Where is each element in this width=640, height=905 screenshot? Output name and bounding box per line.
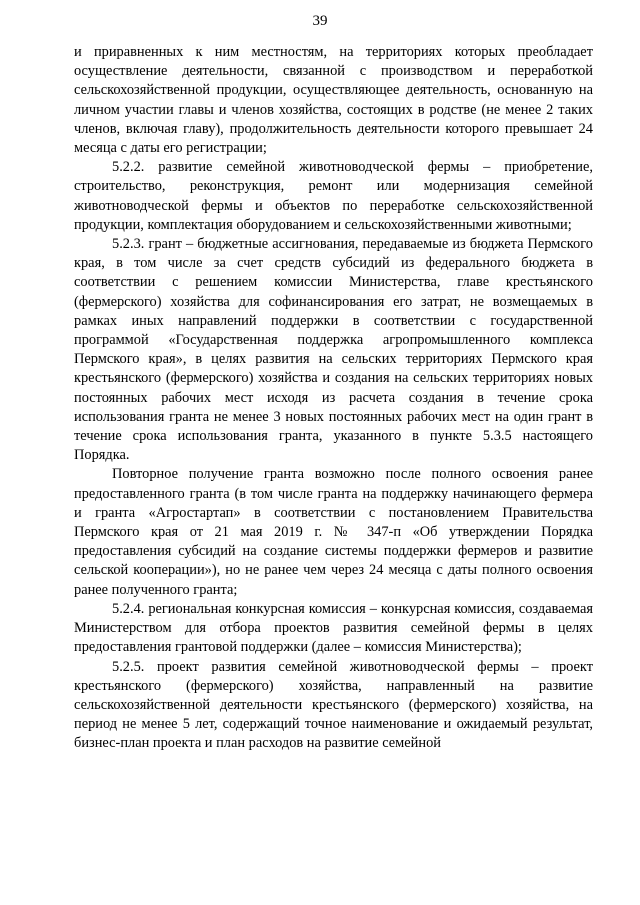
paragraph-5-2-5: 5.2.5. проект развития семейной животноводческой фермы – проект крестьянского (фермерского) хозяйства, направленный на развитие сельскохозяйственной деятельности крестьянского (фермерского) хозяйства, на период не менее 5 лет, содержащий точное наименование и ожидаемый результат, бизнес-план проекта и план расходов на развитие семейной bbox=[74, 658, 593, 752]
page-number: 39 bbox=[312, 13, 328, 29]
paragraph-5-2-2: 5.2.2. развитие семейной животноводческой фермы – приобретение, строительство, реконструкция, ремонт или модернизация семейной животноводческой фермы и объектов по переработке сельскохозяйственной продукции, комплектация оборудованием и сельскохозяйственными животными; bbox=[74, 159, 593, 233]
document-body bbox=[74, 43, 593, 754]
paragraph-continuation: и приравненных к ним местностям, на территориях которых преобладает осуществление деятельности, связанной с производством и переработкой сельскохозяйственной продукции, осуществляющее деятельность, основанную на личном участии главы и членов хозяйства, состоящих в родстве (не менее 2 таких членов, включая главу), продолжительность деятельности которого превышает 24 месяца с даты его регистрации; bbox=[74, 44, 593, 157]
paragraph-5-2-3: 5.2.3. грант – бюджетные ассигнования, передаваемые из бюджета Пермского края, в том числе за счет средств субсидий из федерального бюджета в соответствии с решением комиссии Министерства, главе крестьянского (фермерского) хозяйства для софинансирования его затрат, не возмещаемых в рамках иных направлений поддержки в соответствии с государственной программой «Государственная поддержка агропромышленного комплекса Пермского края», в целях развития на сельских территориях Пермского края крестьянского (фермерского) хозяйства и создания на сельских территориях новых постоянных рабочих мест исходя из расчета создания в течение срока использования гранта не менее 3 новых постоянных рабочих мест на один грант в течение срока использования гранта, указанного в пункте 5.3.5 настоящего Порядка. bbox=[74, 236, 593, 464]
paragraph-5-2-4: 5.2.4. региональная конкурсная комиссия – конкурсная комиссия, создаваемая Министерством для отбора проектов развития семейной фермы в целях предоставления грантовой поддержки (далее – комиссия Министерства); bbox=[74, 600, 593, 656]
paragraph-repeat-grant: Повторное получение гранта возможно после полного освоения ранее предоставленного гранта (в том числе гранта на поддержку начинающего фермера и гранта «Агростартап» в соответствии с постановлением Правительства Пермского края от 21 мая 2019 г. № 347-п «Об утверждении Порядка предоставления субсидий на создание системы поддержки фермеров и развитие сельской кооперации»), но не ранее чем через 24 месяца с даты полного освоения ранее полученного гранта; bbox=[74, 466, 593, 598]
